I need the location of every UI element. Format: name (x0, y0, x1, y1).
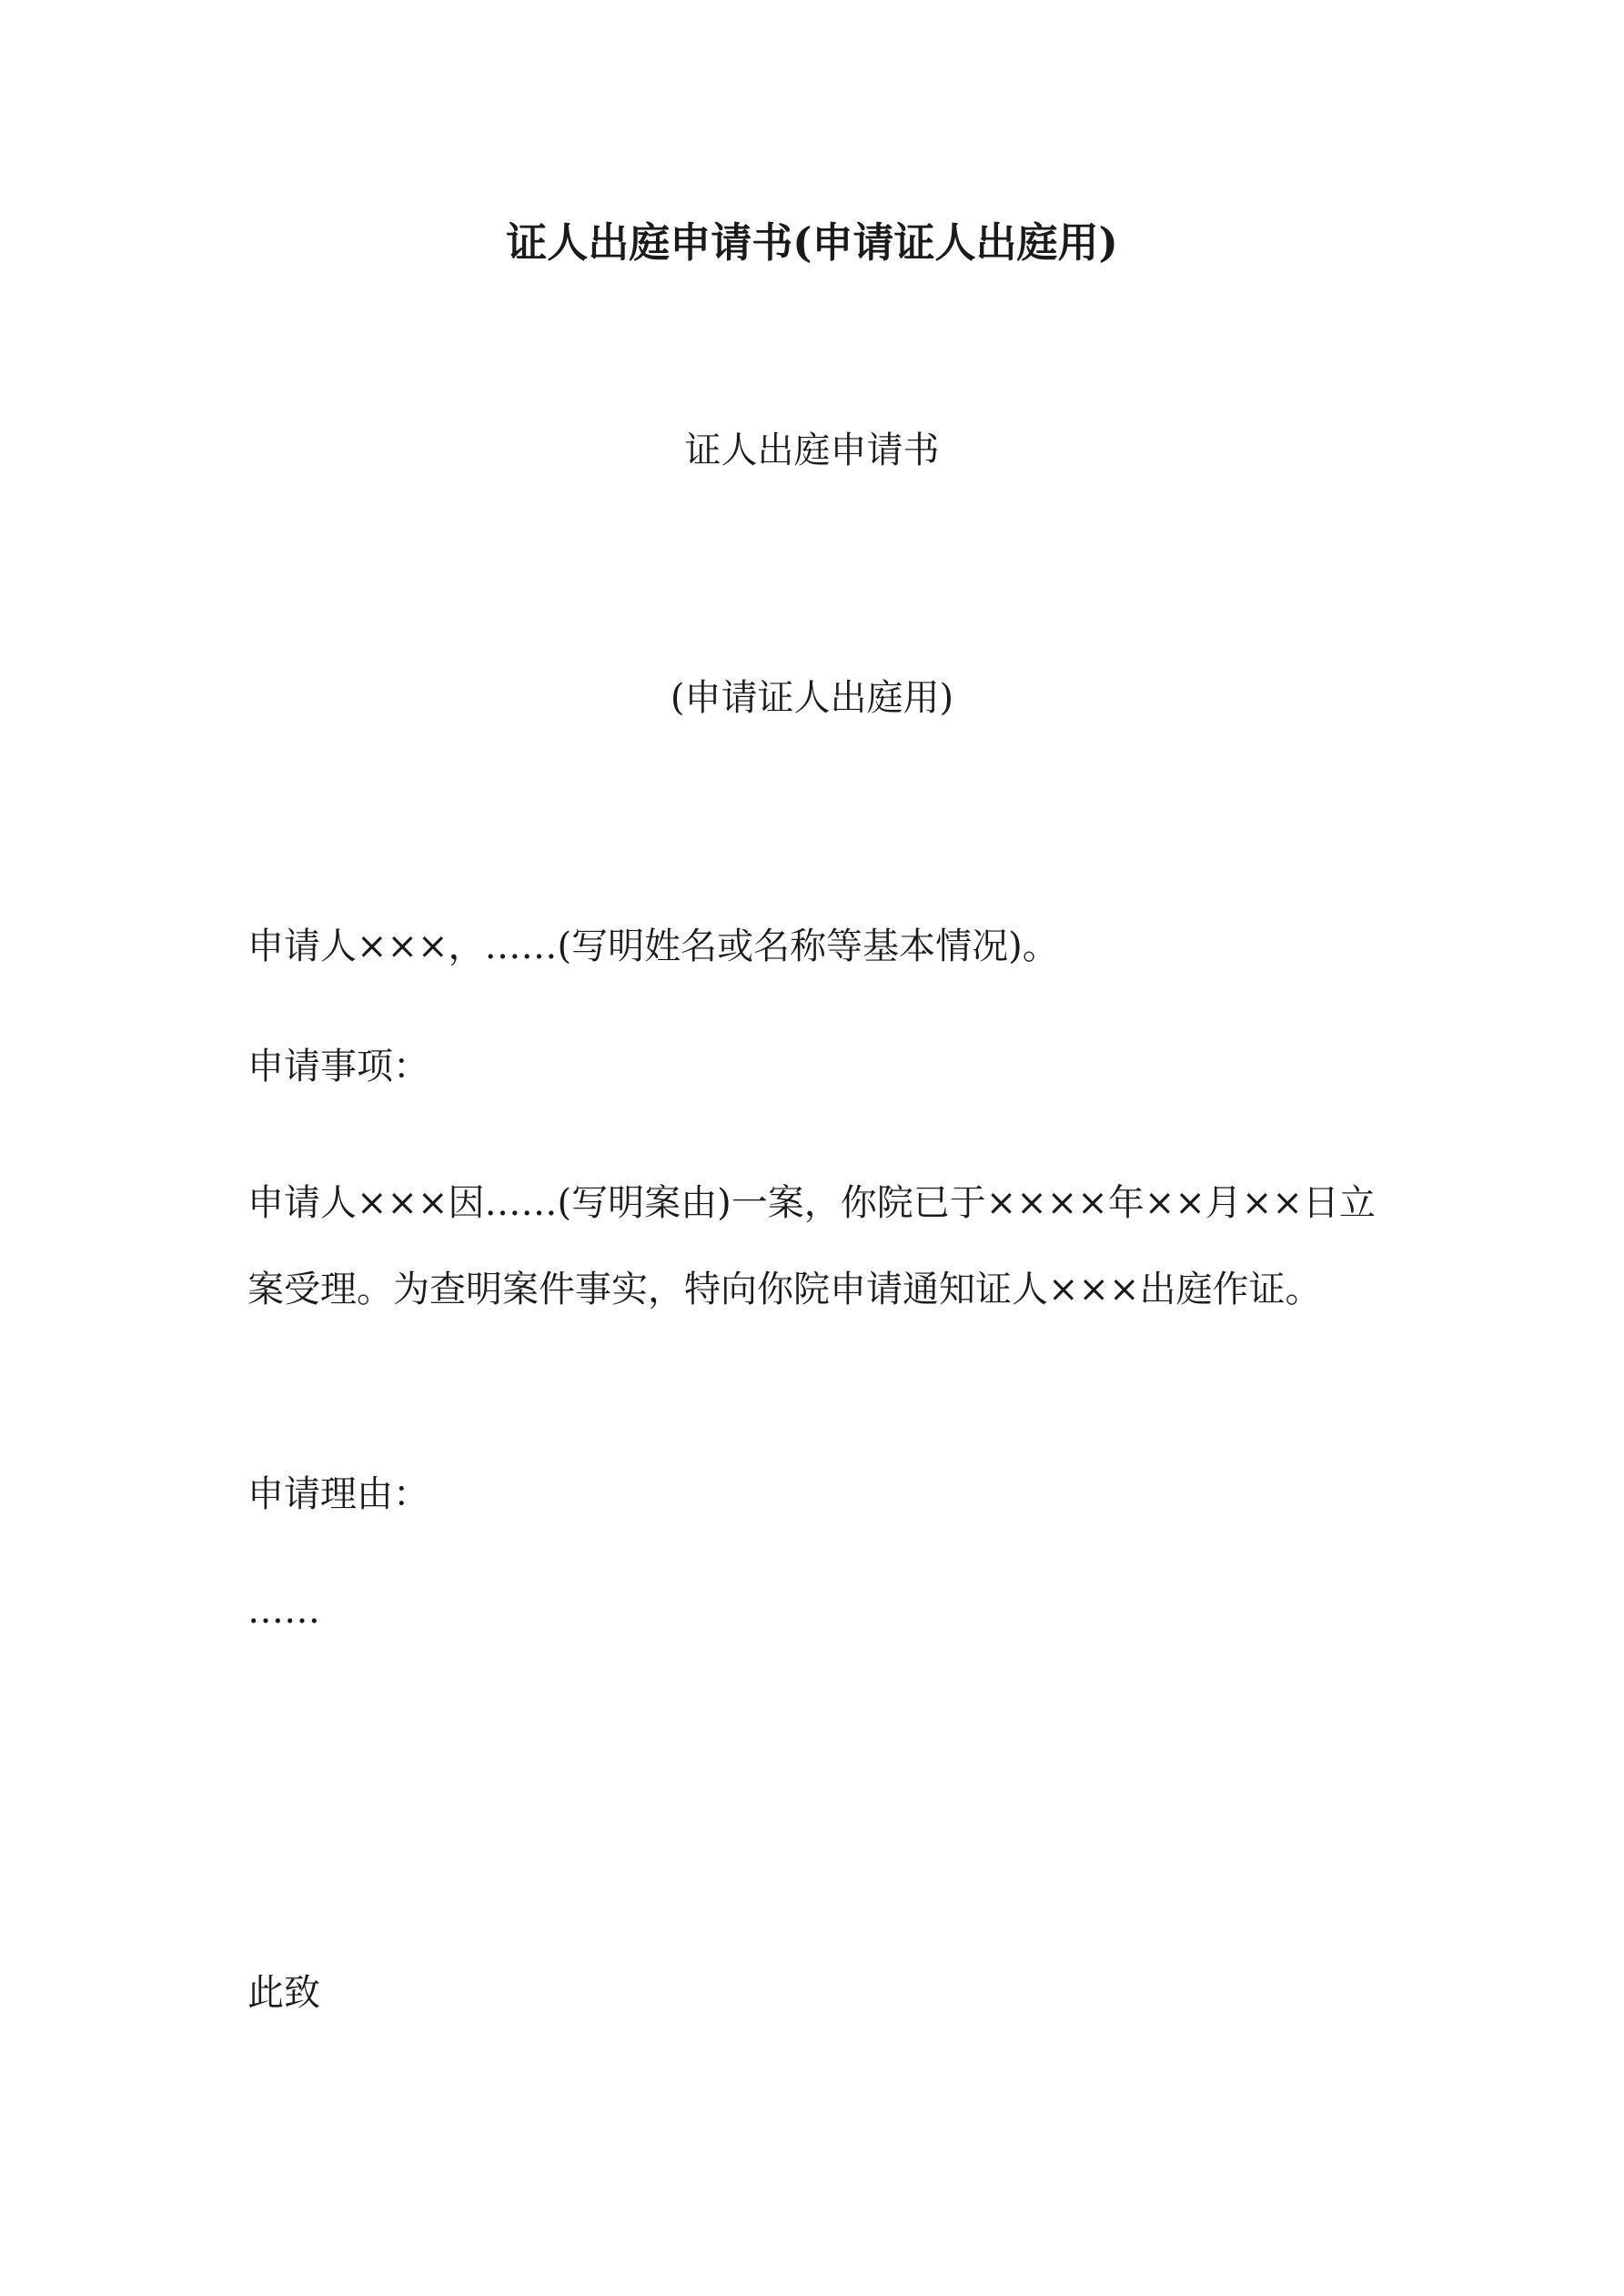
closing-salutation: 此致 (247, 1972, 320, 2014)
reason-body: …… (247, 1590, 320, 1632)
reason-heading: 申请理由： (247, 1473, 429, 1515)
document-title: 证人出庭申请书(申请证人出庭用) (506, 218, 1118, 267)
form-title: 证人出庭申请书 (684, 430, 940, 471)
applicant-line: 申请人×××，……(写明姓名或名称等基本情况)。 (247, 925, 1059, 967)
matter-heading: 申请事项： (247, 1046, 429, 1087)
matter-body: 申请人×××因……(写明案由)一案，你院已于××××年××月××日立案受理。为查明案件事实，特向你院申请通知证人×××出庭作证。 (247, 1182, 1376, 1310)
form-usage-note: (申请证人出庭用) (670, 677, 954, 719)
